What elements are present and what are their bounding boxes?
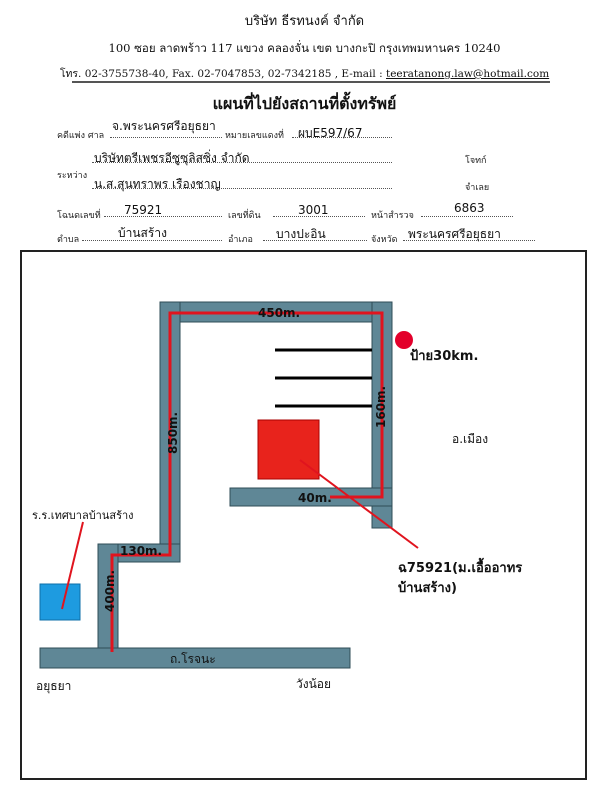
dir-left-label: อยุธยา [36,679,72,693]
school-marker [40,584,80,620]
subdistrict-label: ตำบล [57,235,80,245]
subdistrict-value: บ้านสร้าง [118,226,167,240]
page-title: แผนที่ไปยังสถานที่ตั้งทรัพย์ [212,94,397,113]
sign-marker-icon [395,331,413,349]
deed-value: 75921 [124,203,163,217]
case-no-label: หมายเลขแดงที่ [225,131,284,141]
province-label: จังหวัด [371,235,398,245]
route-line [112,313,382,652]
dist-left-label: 850m. [166,411,180,454]
plaintiff-role: โจทก์ [465,156,487,166]
nearby-lines [275,350,372,406]
company-name: บริษัท ธีรทนงค์ จำกัด [244,14,365,29]
plaintiff-value: บริษัทตรีเพชรอีซูซุลิสซิ่ง จำกัด [94,151,250,165]
survey-value: 6863 [454,201,485,215]
contact-email[interactable]: teeratanong.law@hotmail.com [386,68,550,80]
survey-label: หน้าสำรวจ [371,211,414,221]
court-label: คดีแพ่ง ศาล [57,131,105,141]
district-label: อำเภอ [228,235,253,245]
defendant-role: จำเลย [465,183,490,193]
sign-label: ป้าย30km. [410,349,479,364]
between-label: ระหว่าง [57,171,88,181]
dist-40-label: 40m. [298,491,332,505]
roads [40,302,392,668]
court-value: จ.พระนครศรีอยุธยา [112,119,216,133]
deed-label: โฉนดเลขที่ [57,211,101,221]
property-label-line2: บ้านสร้าง) [398,581,457,596]
dist-400-label: 400m. [103,569,117,612]
case-no-value: ผบE597/67 [298,126,363,140]
contact-phone: โทร. 02-3755738-40, Fax. 02-7047853, 02-7342185 , E-mail : [59,68,386,80]
school-label: ร.ร.เทศบาลบ้านสร้าง [32,509,134,522]
district-value: บางปะอิน [276,227,326,241]
dist-130-label: 130m. [120,544,163,558]
company-address: 100 ซอย ลาดพร้าว 117 แขวง คลองจั่น เขต บางกะปิ กรุงเทพมหานคร 10240 [108,41,501,55]
defendant-value: น.ส.สุนทราพร เรืองชาญ [94,177,221,191]
road-rojana-label: ถ.โรจนะ [170,652,216,666]
property-label-line1: ฉ75921(ม.เอื้ออาทร [398,561,523,576]
route [112,313,382,652]
land-no-label: เลขที่ดิน [228,211,261,221]
dist-right-label: 160m. [374,385,388,428]
area-label: อ.เมือง [452,432,489,446]
property-marker [258,420,319,479]
dir-right-label: วังน้อย [296,677,332,691]
province-value: พระนครศรีอยุธยา [408,227,501,241]
land-no-value: 3001 [298,203,329,217]
dist-top-label: 450m. [258,306,301,320]
